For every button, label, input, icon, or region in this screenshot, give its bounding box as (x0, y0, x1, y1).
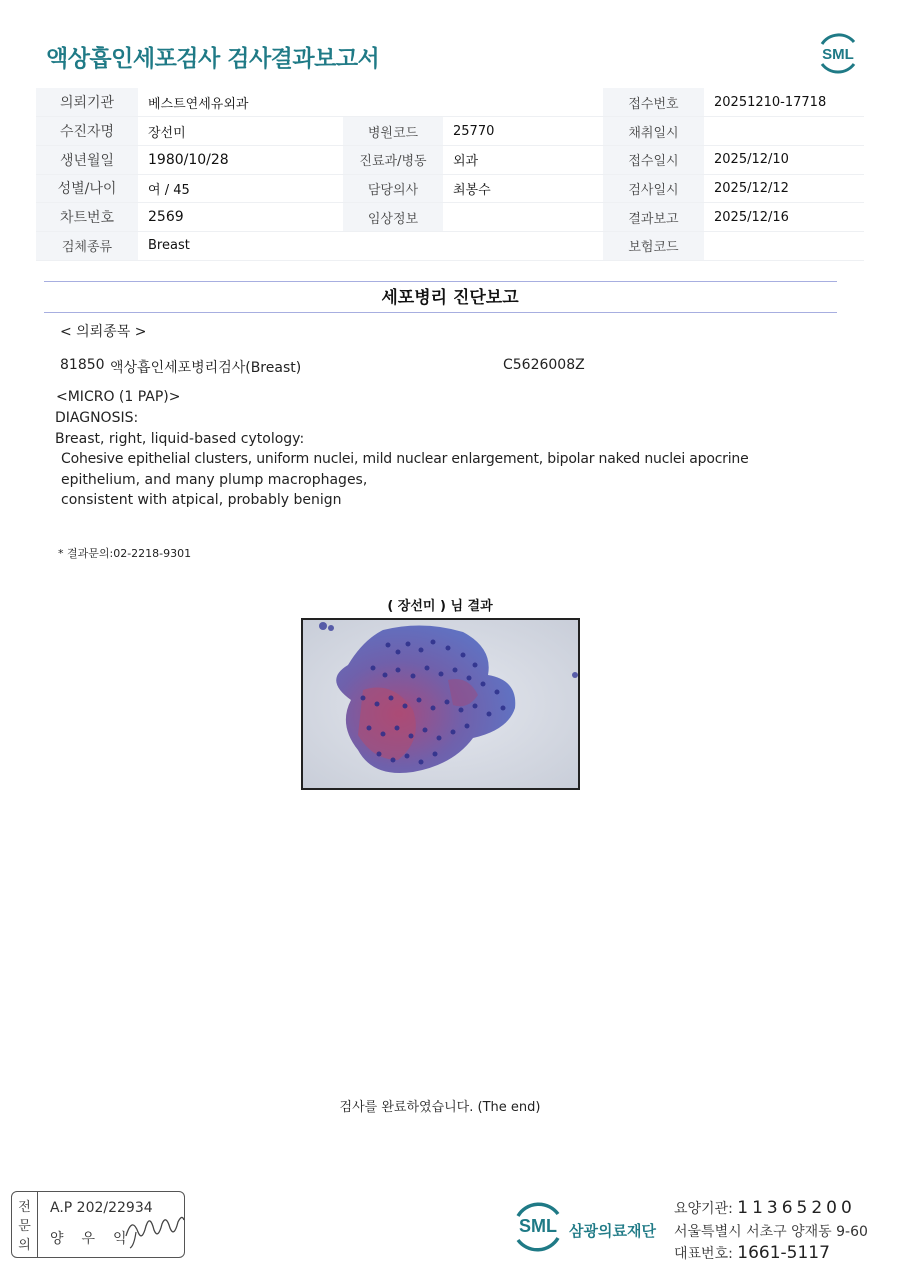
info-row (36, 231, 864, 260)
field-value: 최봉수 (443, 174, 603, 203)
diagnosis-line: consistent with atpical, probably benign (61, 492, 342, 508)
field-value: 외과 (443, 145, 603, 174)
field-value (704, 231, 864, 260)
institution-code-label: 요양기관: (674, 1201, 733, 1217)
field-value (443, 231, 603, 260)
field-value: 2025/12/12 (704, 174, 864, 203)
diagnosis-line: Cohesive epithelial clusters, uniform nuclei, mild nuclear enlargement, bipolar naked nuclei apocrine (61, 451, 749, 467)
signature-icon (122, 1206, 188, 1250)
sml-footer-logo-icon (510, 1196, 566, 1256)
order-header: < 의뢰종목 > (60, 324, 147, 340)
report-title: 액상흡인세포검사 검사결과보고서 (46, 46, 380, 72)
stamp-side-char: 문 (18, 1219, 31, 1234)
stamp-side-label (12, 1192, 38, 1257)
field-label: 임상정보 (343, 203, 443, 232)
institution-code-line (674, 1198, 856, 1218)
cytology-image (301, 618, 580, 790)
field-value: Breast (138, 231, 343, 260)
field-label (343, 88, 443, 117)
info-row (36, 88, 864, 117)
phone-line (674, 1243, 830, 1263)
field-value: 1980/10/28 (138, 145, 343, 174)
institution-code-value: 11365200 (737, 1198, 856, 1218)
micro-header: <MICRO (1 PAP)> (56, 389, 181, 405)
order-code: 81850 (60, 357, 105, 373)
field-value: 베스트연세유외과 (138, 88, 343, 117)
inquiry-phone: * 결과문의:02-2218-9301 (58, 547, 192, 560)
field-label: 검체종류 (36, 231, 138, 260)
field-value: 장선미 (138, 117, 343, 146)
info-row (36, 174, 864, 203)
field-label: 차트번호 (36, 203, 138, 232)
pathologist-stamp (11, 1191, 185, 1258)
field-label: 채취일시 (603, 117, 704, 146)
info-row (36, 203, 864, 232)
field-label (343, 231, 443, 260)
section-title: 세포병리 진단보고 (381, 288, 519, 308)
field-label: 담당의사 (343, 174, 443, 203)
divider (44, 281, 837, 282)
field-label: 결과보고 (603, 203, 704, 232)
field-value: 2569 (138, 203, 343, 232)
divider (44, 312, 837, 313)
field-label: 접수번호 (603, 88, 704, 117)
diagnosis-line: epithelium, and many plump macrophages, (61, 472, 368, 488)
field-label: 검사일시 (603, 174, 704, 203)
info-row (36, 117, 864, 146)
license-number: A.P 202/22934 (50, 1200, 153, 1216)
field-value: 2025/12/16 (704, 203, 864, 232)
field-value: 25770 (443, 117, 603, 146)
pathologist-name: 양우익 (50, 1231, 145, 1247)
stamp-side-char: 전 (18, 1200, 31, 1215)
sml-logo-text: SML (822, 46, 854, 63)
field-label: 병원코드 (343, 117, 443, 146)
field-label: 수진자명 (36, 117, 138, 146)
field-value (704, 117, 864, 146)
field-label: 보험코드 (603, 231, 704, 260)
phone-label: 대표번호: (674, 1246, 733, 1262)
result-caption: ( 장선미 ) 님 결과 (387, 599, 493, 614)
order-id: C5626008Z (503, 357, 585, 373)
phone-value: 1661-5117 (737, 1243, 830, 1263)
order-name: 액상흡인세포병리검사(Breast) (110, 360, 302, 376)
info-row (36, 145, 864, 174)
patient-info-table (36, 88, 864, 261)
stamp-side-char: 의 (18, 1238, 31, 1253)
diagnosis-label: DIAGNOSIS: (55, 410, 139, 426)
field-label: 접수일시 (603, 145, 704, 174)
sml-footer-logo-text: SML (519, 1216, 557, 1236)
field-label: 의뢰기관 (36, 88, 138, 117)
field-value: 20251210-17718 (704, 88, 864, 117)
diagnosis-line: Breast, right, liquid-based cytology: (55, 431, 305, 447)
end-text: 검사를 완료하였습니다. (The end) (339, 1100, 541, 1115)
cell-cluster-image (303, 620, 578, 788)
field-label: 성별/나이 (36, 174, 138, 203)
field-value (443, 88, 603, 117)
address-line (674, 1221, 868, 1241)
sml-logo-icon (814, 30, 862, 76)
field-label: 생년월일 (36, 145, 138, 174)
organization-name: 삼광의료재단 (569, 1222, 656, 1240)
field-value: 여 / 45 (138, 174, 343, 203)
field-label: 진료과/병동 (343, 145, 443, 174)
address: 서울특별시 서초구 양재동 9-60 (674, 1224, 868, 1240)
field-value: 2025/12/10 (704, 145, 864, 174)
field-value (443, 203, 603, 232)
